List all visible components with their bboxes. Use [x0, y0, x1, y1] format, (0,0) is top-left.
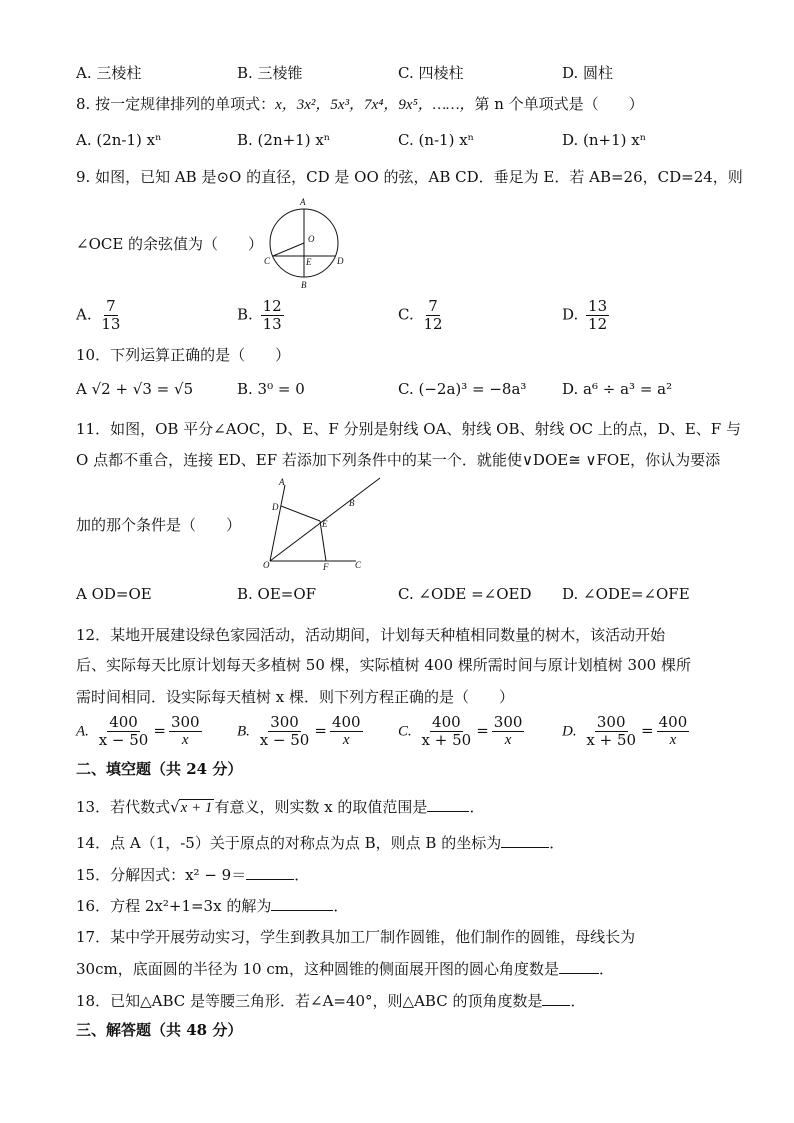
q12-option-b-letter: B. — [237, 723, 250, 740]
q12-option-c-d2: x — [504, 732, 512, 748]
q11-label-e: E — [322, 519, 328, 529]
q9-option-c-letter: C. — [398, 305, 414, 324]
q17-line2 — [76, 959, 614, 978]
q14 — [76, 833, 564, 852]
q12-option-c-lhs — [420, 714, 474, 749]
q16-answer-blank[interactable] — [271, 896, 333, 911]
q11-ray-oa — [270, 485, 285, 561]
section-heading-answer: 三、解答题（共 48 分） — [76, 1021, 243, 1039]
q9-option-a — [76, 298, 125, 333]
q12-option-a-lhs — [97, 714, 151, 749]
q11-stem-line3: 加的那个条件是（ ） — [76, 516, 242, 534]
q9-option-c-num: 7 — [428, 297, 438, 315]
q18-text: 18．已知△ABC 是等腰三角形．若∠A=40°，则△ABC 的顶角度数是 — [76, 992, 543, 1010]
q10-stem: 10．下列运算正确的是（ ） — [76, 346, 291, 364]
q12-option-b-n2: 400 — [331, 713, 361, 731]
section-heading-fill-in: 二、填空题（共 24 分） — [76, 760, 243, 778]
q12-stem-line2: 后、实际每天比原计划每天多植树 50 棵，实际植树 400 棵所需时间与原计划植树 300 棵所 — [76, 656, 691, 674]
q12-option-b-d2: x — [342, 732, 350, 748]
q12-option-c-d1: x + 50 — [421, 731, 472, 749]
q12-option-a-d2: x — [181, 732, 189, 748]
q9-option-a-fraction — [99, 298, 122, 333]
q13-radicand: x + 1 — [180, 800, 213, 816]
q9-option-c-den: 12 — [423, 315, 443, 333]
q8-option-b: B. (2n+1) xⁿ — [237, 131, 331, 149]
q11-option-c: C. ∠ODE =∠OED — [398, 585, 532, 603]
q12-option-b-lhs — [258, 714, 312, 749]
q9-stem-line2: ∠OCE 的余弦值为（ ） — [76, 235, 264, 253]
q9-circle-figure — [262, 196, 348, 290]
q17-answer-blank[interactable] — [559, 959, 599, 974]
q14-end: ． — [549, 834, 565, 852]
q12-option-b: B. $\frac{300}{x - 50}$ = $\frac{400}{x}$ — [237, 713, 361, 749]
q12-option-d: D. $\frac{300}{x + 50}$ = $\frac{400}{x}$ — [562, 713, 688, 749]
q12-option-c-rhs — [492, 714, 525, 749]
q11-stem-line2: O 点都不重合，连接 ED、EF 若添加下列条件中的某一个．就能使∨DOE≅ ∨FOE，你认为要添 — [76, 451, 721, 469]
q18-answer-blank[interactable] — [542, 991, 570, 1006]
q9-option-b-den: 13 — [262, 315, 282, 333]
q9-option-d-letter: D. — [562, 305, 579, 324]
q9-label-e: E — [306, 257, 312, 267]
q8-stem-post: 第 n 个单项式是（ ） — [474, 95, 644, 113]
q15-end: ． — [294, 866, 310, 884]
q17-line1: 17．某中学开展劳动实习，学生到教具加工厂制作圆锥，他们制作的圆锥，母线长为 — [76, 928, 636, 946]
q11-label-a: A — [279, 477, 285, 487]
q12-option-a-rhs — [169, 714, 202, 749]
q13-pre: 13．若代数式 — [76, 798, 171, 816]
q10-option-b: B. 3⁰ = 0 — [237, 380, 305, 398]
q8-option-d: D. (n+1) xⁿ — [562, 131, 647, 149]
q9-option-c-fraction — [422, 298, 445, 333]
q11-option-a: A OD=OE — [76, 585, 152, 603]
q11-label-c: C — [355, 560, 362, 570]
q11-label-d: D — [272, 502, 279, 512]
q16-end: ． — [333, 897, 349, 915]
q12-option-c: C. $\frac{400}{x + 50}$ = $\frac{300}{x}$ — [398, 713, 523, 749]
q12-option-a-n2: 300 — [170, 713, 200, 731]
q9-option-c — [398, 298, 448, 333]
q13-post: 有意义，则实数 x 的取值范围是 — [214, 798, 428, 816]
q9-label-o: O — [308, 234, 315, 244]
q12-option-d-d2: x — [669, 732, 677, 748]
q12-option-d-letter: D. — [562, 723, 577, 740]
q9-option-d-den: 12 — [588, 315, 608, 333]
q12-option-c-n1: 400 — [432, 713, 461, 731]
q16 — [76, 896, 348, 915]
q11-stem-line1: 11．如图，OB 平分∠AOC，D、E、F 分别是射线 OA、射线 OB、射线 OC 上的点，D、E、F 与 — [76, 420, 741, 438]
q7-option-a: A. 三棱柱 — [76, 64, 142, 82]
q9-label-b: B — [301, 280, 307, 290]
q12-option-d-lhs — [584, 714, 638, 749]
q12-option-a-d1: x − 50 — [98, 731, 149, 749]
q12-option-c-letter: C. — [398, 723, 412, 740]
q11-angle-figure — [260, 475, 385, 571]
q10-option-c: C. (−2a)³ = −8a³ — [398, 380, 527, 398]
q15-answer-blank[interactable] — [246, 865, 294, 880]
q9-stem-line1: 9. 如图，已知 AB 是⊙O 的直径，CD 是 OO 的弦，AB CD．垂足为 E．若 AB=26，CD=24，则 — [76, 168, 743, 186]
q13-end: ． — [469, 798, 485, 816]
q12-stem-line3: 需时间相同．设实际每天植树 x 棵．则下列方程正确的是（ ） — [76, 688, 514, 706]
q11-segment-de — [281, 506, 320, 521]
q9-label-c: C — [264, 256, 271, 266]
q15 — [76, 865, 309, 884]
q7-option-b: B. 三棱锥 — [237, 64, 303, 82]
q12-option-d-n2: 400 — [658, 713, 688, 731]
q8-stem — [76, 95, 644, 114]
q10-option-a: A √2 + √3 = √5 — [76, 380, 194, 398]
q18-end: ． — [570, 992, 586, 1010]
q12-option-d-d1: x + 50 — [586, 731, 637, 749]
q10-option-d: D. a⁶ ÷ a³ = a² — [562, 380, 673, 398]
q14-text: 14．点 A（1，-5）关于原点的对称点为点 B，则点 B 的坐标为 — [76, 834, 502, 852]
q9-option-d-fraction — [586, 298, 609, 333]
q9-option-b — [237, 298, 287, 333]
q11-option-d: D. ∠ODE=∠OFE — [562, 585, 690, 603]
q7-option-c: C. 四棱柱 — [398, 64, 464, 82]
q8-terms: x，3x²，5x³，7x⁴，9x⁵，……， — [275, 97, 475, 113]
q9-option-a-num: 7 — [106, 297, 116, 315]
q9-option-b-fraction — [261, 298, 284, 333]
q12-option-d-rhs — [657, 714, 690, 749]
q9-segment-oc — [273, 243, 304, 256]
q12-option-b-d1: x − 50 — [259, 731, 310, 749]
q9-option-d-num: 13 — [588, 297, 608, 315]
q9-option-a-den: 13 — [101, 315, 121, 333]
q16-text: 16．方程 2x²+1=3x 的解为 — [76, 897, 272, 915]
q11-label-b: B — [349, 498, 355, 508]
q18 — [76, 991, 586, 1010]
q9-option-b-letter: B. — [237, 305, 253, 324]
q13 — [76, 797, 484, 816]
q11-label-o: O — [263, 560, 270, 570]
q11-label-f: F — [323, 562, 329, 571]
q8-option-a: A. (2n-1) xⁿ — [76, 131, 162, 149]
q13-radical-sign: √ — [170, 798, 180, 816]
q9-option-d — [562, 298, 612, 333]
q9-label-d: D — [337, 256, 344, 266]
q12-stem-line1: 12．某地开展建设绿色家园活动，活动期间，计划每天种植相同数量的树木，该活动开始 — [76, 626, 666, 644]
q7-option-d: D. 圆柱 — [562, 64, 614, 82]
q9-option-b-num: 12 — [262, 297, 282, 315]
q12-option-a-n1: 400 — [109, 713, 138, 731]
q11-option-b: B. OE=OF — [237, 585, 317, 603]
q14-answer-blank[interactable] — [501, 833, 549, 848]
q8-stem-pre: 8. 按一定规律排列的单项式： — [76, 95, 276, 113]
q12-option-b-n1: 300 — [270, 713, 299, 731]
q9-option-a-letter: A. — [76, 305, 92, 324]
q13-answer-blank[interactable] — [427, 797, 469, 812]
q17-end: ． — [598, 960, 614, 978]
q15-text: 15．分解因式：x² − 9＝ — [76, 866, 247, 884]
q12-option-a-letter: A. — [76, 723, 89, 740]
q17-line2-text: 30cm，底面圆的半径为 10 cm，这种圆锥的侧面展开图的圆心角度数是 — [76, 960, 559, 978]
q12-option-b-rhs — [330, 714, 363, 749]
q12-option-a: A. $\frac{400}{x - 50}$ = $\frac{300}{x}$ — [76, 713, 200, 749]
q12-option-d-n1: 300 — [596, 713, 626, 731]
q9-label-a: A — [300, 197, 306, 207]
q12-option-c-n2: 300 — [493, 713, 523, 731]
q8-option-c: C. (n-1) xⁿ — [398, 131, 475, 149]
